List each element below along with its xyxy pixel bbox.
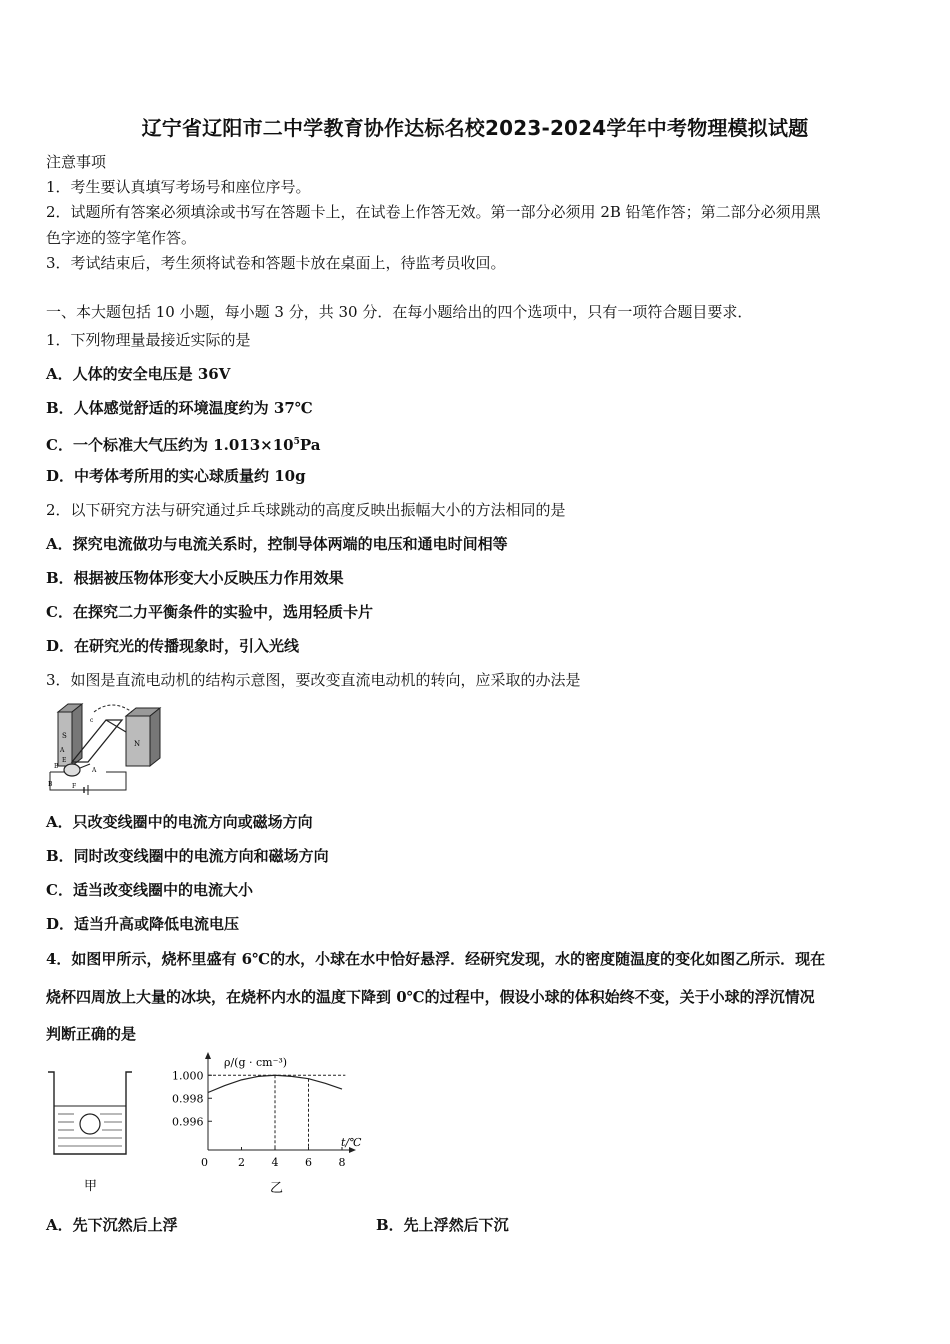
beaker-figure (44, 1066, 138, 1196)
fig-jia-label: 甲 (84, 1179, 98, 1194)
q1-option-c-text: C．一个标准大气压约为 1.013×10 (46, 436, 294, 454)
fig-label-c: c (90, 717, 94, 724)
fig-label-n: N (134, 740, 141, 748)
q2-option-d: D．在研究光的传播现象时，引入光线 (46, 637, 300, 655)
q1-option-d: D．中考体考所用的实心球质量约 10g (46, 467, 306, 485)
fig-label-f: F (72, 783, 77, 790)
fig-label-b1: B (54, 763, 59, 770)
notice-item-3: 3．考试结束后，考生须将试卷和答题卡放在桌面上，待监考员收回。 (46, 254, 506, 272)
q1-option-b: B．人体感觉舒适的环境温度约为 37℃ (46, 399, 313, 417)
q4-stem-line-3: 判断正确的是 (46, 1025, 137, 1043)
notice-heading: 注意事项 (46, 153, 107, 171)
q1-option-c-exp: 5 (293, 437, 300, 447)
q3-stem: 3．如图是直流电动机的结构示意图，要改变直流电动机的转向，应采取的办法是 (46, 671, 581, 689)
y-axis-label: ρ/(g · cm⁻³) (224, 1056, 288, 1069)
notice-item-2: 2．试题所有答案必须填涂或书写在答题卡上，在试卷上作答无效。第一部分必须用 2B 铅笔作答；第二部分必须用黑 (46, 203, 821, 221)
q4-option-a: A．先下沉然后上浮 (46, 1216, 178, 1234)
q2-option-b: B．根据被压物体形变大小反映压力作用效果 (46, 569, 344, 587)
x-tick-label-4: 4 (271, 1156, 279, 1169)
q3-option-b: B．同时改变线圈中的电流方向和磁场方向 (46, 847, 329, 865)
fig-label-a2: A (92, 767, 97, 774)
q4-option-b: B．先上浮然后下沉 (376, 1216, 509, 1234)
y-tick-label-1.000: 1.000 (172, 1069, 204, 1083)
q3-option-a: A．只改变线圈中的电流方向或磁场方向 (46, 813, 313, 831)
notice-item-1: 1．考生要认真填写考场号和座位序号。 (46, 178, 311, 196)
fig-label-b2: B (48, 781, 53, 788)
x-tick-label-0: 0 (201, 1156, 208, 1169)
x-axis-label: t/℃ (341, 1136, 362, 1149)
fig-label-s: S (62, 732, 67, 740)
section-1-instructions: 一、本大题包括 10 小题，每小题 3 分，共 30 分．在每小题给出的四个选项中，只有一项符合题目要求． (46, 303, 753, 321)
x-tick-label-8: 8 (338, 1156, 346, 1169)
density-chart (160, 1050, 380, 1198)
q1-option-c-unit: Pa (299, 436, 321, 454)
exam-title: 辽宁省辽阳市二中学教育协作达标名校2023-2024学年中考物理模拟试题 (141, 116, 809, 140)
y-tick-label-0.998: 0.998 (172, 1092, 204, 1106)
fig-label-e: E (62, 757, 67, 764)
q4-stem-line-2: 烧杯四周放上大量的冰块，在烧杯内水的温度下降到 0℃的过程中，假设小球的体积始终不变，关于小球的浮沉情况 (46, 988, 815, 1006)
q1-stem: 1．下列物理量最接近实际的是 (46, 331, 251, 349)
fig-yi-label: 乙 (270, 1181, 284, 1196)
q4-stem-line-1: 4．如图甲所示，烧杯里盛有 6℃的水，小球在水中恰好悬浮．经研究发现，水的密度随温度的变化如图乙所示．现在 (46, 950, 826, 968)
q1-option-c (46, 432, 908, 455)
motor-diagram (46, 702, 166, 798)
q3-option-d: D．适当升高或降低电流电压 (46, 915, 240, 933)
notice-item-2-cont: 色字迹的签字笔作答。 (46, 229, 197, 247)
q2-option-a: A．探究电流做功与电流关系时，控制导体两端的电压和通电时间相等 (46, 535, 508, 553)
x-tick-label-6: 6 (305, 1156, 312, 1169)
y-axis-arrow (205, 1052, 211, 1059)
q2-stem: 2．以下研究方法与研究通过乒乓球跳动的高度反映出振幅大小的方法相同的是 (46, 501, 566, 519)
q3-option-c: C．适当改变线圈中的电流大小 (46, 881, 253, 899)
q1-option-a: A．人体的安全电压是 36V (46, 365, 231, 383)
fig-label-a1: A (60, 747, 65, 754)
y-tick-label-0.996: 0.996 (172, 1115, 204, 1129)
q2-option-c: C．在探究二力平衡条件的实验中，选用轻质卡片 (46, 603, 373, 621)
x-tick-label-2: 2 (238, 1156, 245, 1169)
